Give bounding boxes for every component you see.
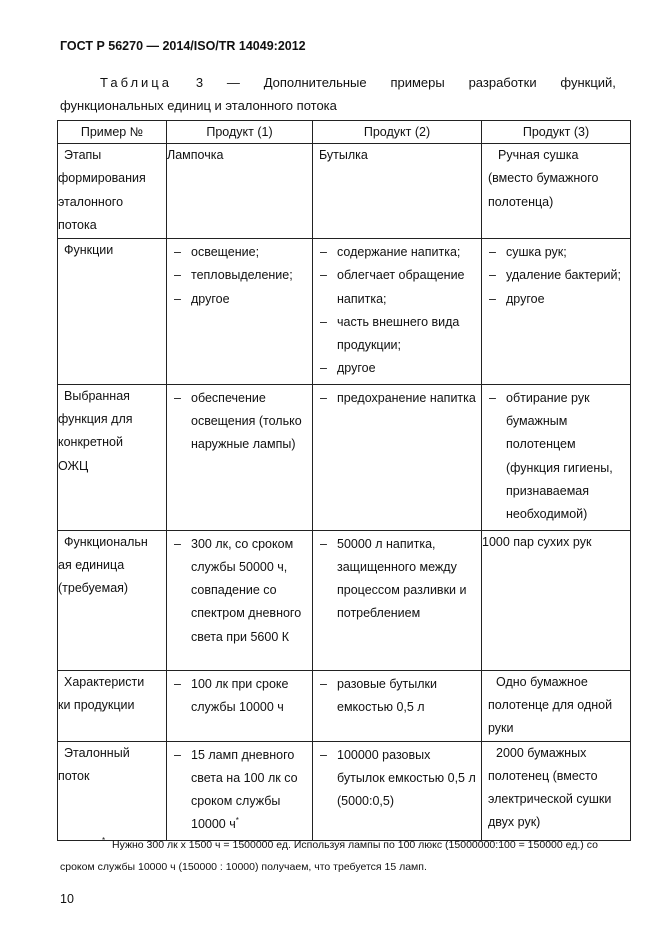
cell-product-1 (167, 741, 313, 840)
cell-line: Одно бумажное (496, 674, 588, 689)
cell-product-2 (313, 530, 482, 670)
cell-text: 15 ламп дневного света на 100 лк со сроком службы 10000 ч (191, 747, 298, 832)
cell-line: 2000 бумажных (496, 745, 587, 760)
cell-line: (вместо бумажного (488, 171, 599, 186)
label-line: ки продукции (58, 697, 135, 712)
label-line: конкретной (58, 435, 123, 450)
header-example-number: Пример № (58, 121, 167, 144)
footnote-text: Нужно 300 лк х 1500 ч = 1500000 ед. Используя лампы по 100 люкс (15000000:100 = 150000 ед.) со сроком службы 10000 ч (150000 : 10000) получаем, что требуется 15 ламп. (60, 839, 598, 873)
list-item: – содержание напитка; (317, 241, 479, 264)
list-item: – облегчает обращение напитка; (317, 264, 479, 311)
bullet-list (313, 671, 481, 723)
row-label (58, 144, 167, 239)
caption-word: 3 (195, 75, 204, 90)
list-item: – предохранение напитка (317, 387, 479, 410)
list-item: – разовые бутылки емкостью 0,5 л (317, 673, 479, 720)
row-label (58, 670, 167, 741)
label-line: ОЖЦ (58, 458, 89, 473)
cell-line: руки (488, 721, 514, 736)
table-row (58, 670, 631, 741)
footnote-symbol: * (102, 836, 106, 845)
header-product-1: Продукт (1) (167, 121, 313, 144)
label-line: поток (58, 768, 90, 783)
cell-product-3 (482, 144, 631, 239)
caption-word: разработки (468, 75, 537, 90)
bullet-list (167, 742, 312, 840)
caption-word: примеры (390, 75, 445, 90)
row-label (58, 239, 167, 385)
label-line: Эталонный (64, 745, 130, 760)
list-item: – 100 лк при сроке службы 10000 ч (171, 673, 310, 720)
bullet-list (482, 239, 630, 314)
page-number: 10 (60, 892, 74, 906)
table-row (58, 384, 631, 530)
bullet-list (313, 531, 481, 629)
cell-line: полотенце для одной (488, 697, 613, 712)
cell-line: Ручная сушка (498, 148, 579, 162)
cell-product-2 (313, 384, 482, 530)
bullet-list (313, 239, 481, 384)
row-label (58, 741, 167, 840)
label-line: (требуемая) (58, 581, 129, 596)
cell-text: Лампочка (167, 148, 224, 162)
row-label (58, 530, 167, 670)
list-item: – тепловыделение; (171, 264, 310, 287)
table-row (58, 239, 631, 385)
cell-line: полотенца) (488, 194, 554, 209)
footnote (60, 834, 616, 878)
cell-product-2 (313, 239, 482, 385)
caption-word: функций, (560, 75, 616, 90)
caption-line-1 (60, 71, 616, 94)
list-item: – 50000 л напитка, защищенного между процессом разливки и потреблением (317, 533, 479, 626)
list-item: – освещение; (171, 241, 310, 264)
label-line: Функции (64, 243, 114, 257)
bullet-list (313, 742, 481, 817)
cell-product-3 (482, 239, 631, 385)
list-item: – другое (486, 288, 628, 311)
bullet-list (482, 385, 630, 530)
caption-word: — (226, 75, 240, 90)
cell-product-1 (167, 144, 313, 239)
cell-text: Бутылка (319, 148, 368, 162)
caption-line-2: функциональных единиц и эталонного потока (60, 98, 337, 113)
list-item: – 100000 разовых бутылок емкостью 0,5 л (5000:0,5) (317, 744, 479, 814)
cell-product-3 (482, 530, 631, 670)
header-product-2: Продукт (2) (313, 121, 482, 144)
label-line: ая единица (58, 557, 125, 572)
list-item: – часть внешнего вида продукции; (317, 311, 479, 358)
table-header-row (58, 121, 631, 144)
cell-product-3 (482, 384, 631, 530)
bullet-list (313, 385, 481, 413)
cell-product-3 (482, 741, 631, 840)
table-caption (60, 71, 616, 117)
examples-table (57, 120, 631, 841)
cell-line: двух рук) (488, 815, 541, 830)
cell-product-2 (313, 144, 482, 239)
cell-line: полотенец (вместо (488, 768, 598, 783)
label-line: Функциональн (64, 534, 148, 549)
cell-product-1 (167, 384, 313, 530)
table-row (58, 741, 631, 840)
list-item (171, 744, 310, 837)
cell-product-1 (167, 530, 313, 670)
bullet-list (167, 385, 312, 460)
list-item: – удаление бактерий; (486, 264, 628, 287)
bullet-list (167, 531, 312, 652)
caption-word: Дополнительные (263, 75, 367, 90)
label-line: потока (58, 217, 97, 232)
label-line: Характеристи (64, 674, 145, 689)
list-item: – обтирание рук бумажным полотенцем (функция гигиены, признаваемая необходимой) (486, 387, 628, 527)
label-line: функция для (58, 412, 133, 427)
cell-product-3 (482, 670, 631, 741)
cell-line: электрической сушки (488, 792, 612, 807)
bullet-list (167, 671, 312, 723)
cell-product-1 (167, 239, 313, 385)
document-header: ГОСТ Р 56270 — 2014/ISO/TR 14049:2012 (60, 39, 306, 53)
label-line: Этапы (64, 148, 102, 162)
list-item: – обеспечение освещения (только наружные лампы) (171, 387, 310, 457)
footnote-reference[interactable]: * (235, 816, 239, 826)
list-item: – сушка рук; (486, 241, 628, 264)
cell-text: 1000 пар сухих рук (482, 534, 592, 549)
list-item: – другое (317, 357, 479, 380)
row-label (58, 384, 167, 530)
table-row (58, 530, 631, 670)
cell-product-2 (313, 670, 482, 741)
label-line: Выбранная (64, 388, 130, 403)
label-line: формирования (58, 171, 146, 186)
cell-product-1 (167, 670, 313, 741)
label-line: эталонного (58, 194, 124, 209)
list-item: – 300 лк, со сроком службы 50000 ч, совпадение со спектром дневного света при 5600 К (171, 533, 310, 649)
bullet-list (167, 239, 312, 314)
cell-product-2 (313, 741, 482, 840)
caption-word: Таблица (100, 75, 172, 90)
header-product-3: Продукт (3) (482, 121, 631, 144)
list-item: – другое (171, 288, 310, 311)
table-row (58, 144, 631, 239)
